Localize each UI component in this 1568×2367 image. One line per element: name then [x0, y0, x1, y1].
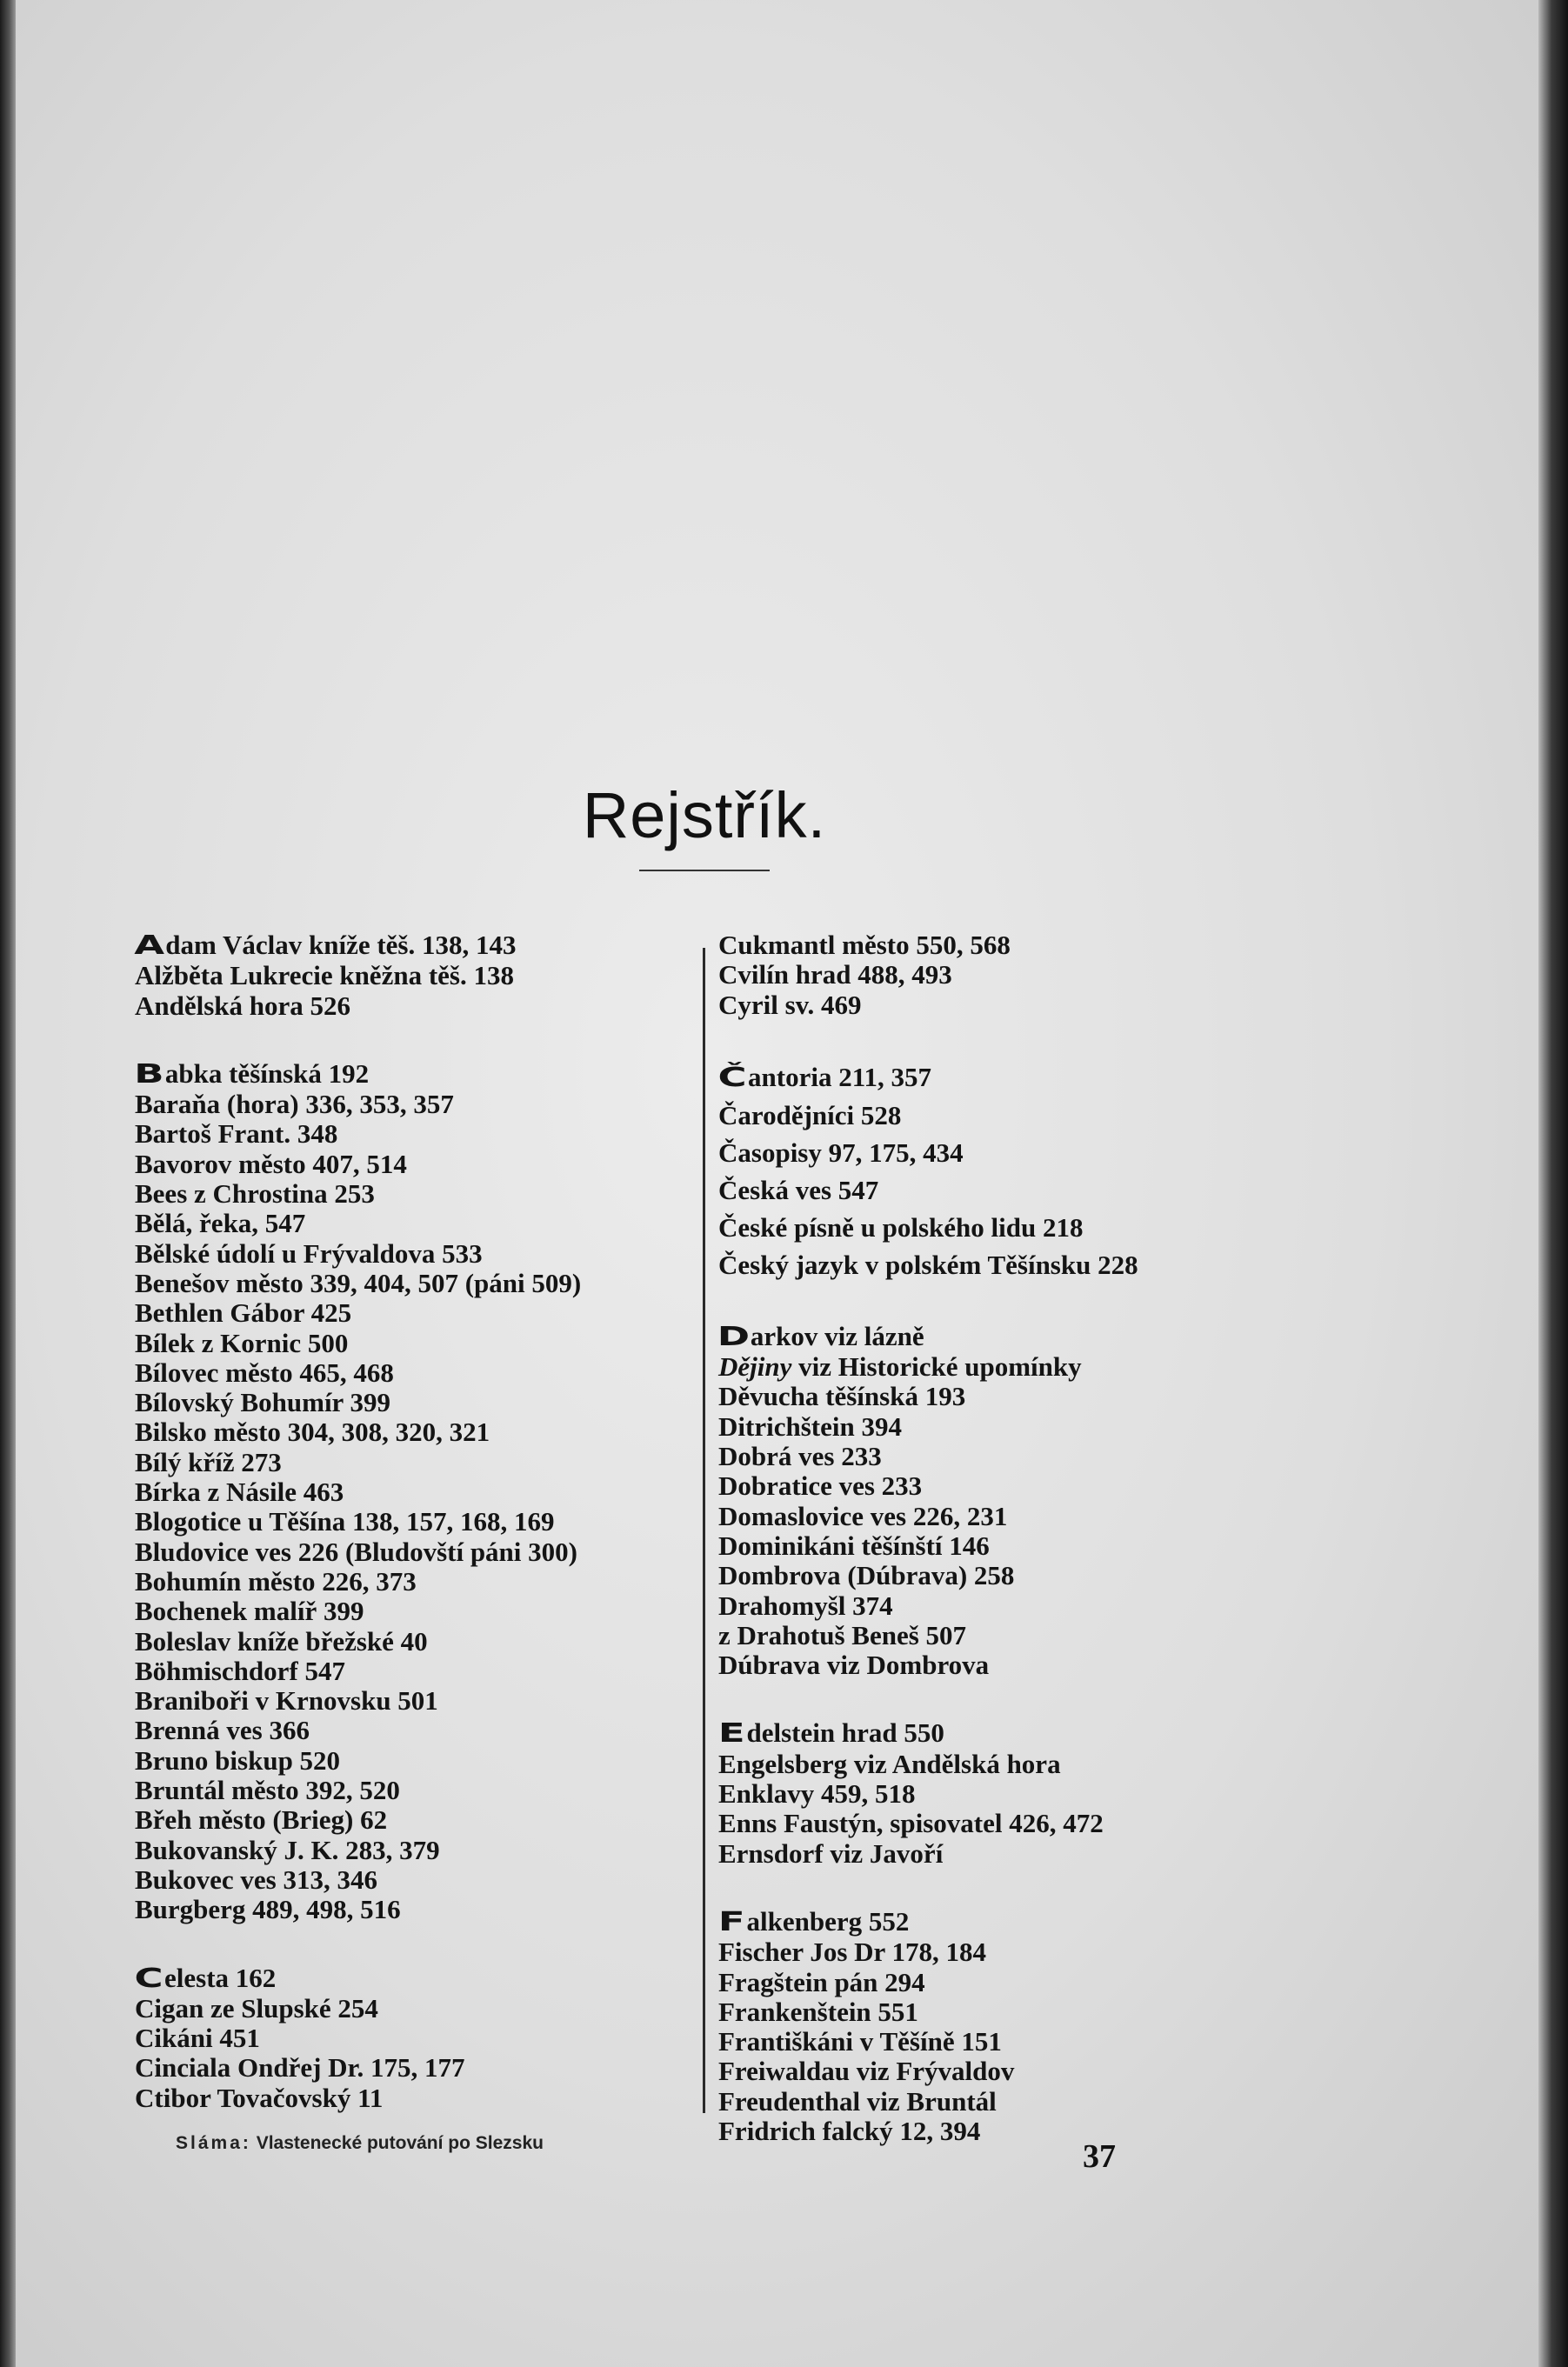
index-group-f — [718, 1907, 1275, 2146]
index-entry: Bethlen Gábor 425 — [135, 1297, 352, 1329]
index-entry: Bírka z Násile 463 — [135, 1477, 344, 1508]
footer-book-title: Vlastenecké putování po Slezsku — [256, 2133, 544, 2153]
index-entry: Freiwaldau viz Frývaldov — [718, 2056, 1015, 2087]
index-entry: Bludovice ves 226 (Bludovští páni 300) — [135, 1536, 577, 1567]
index-entry: Burgberg 489, 498, 516 — [135, 1894, 401, 1925]
index-entry: Česká ves 547 — [718, 1174, 879, 1205]
index-entry: Adam Václav kníže těš. 138, 143 — [134, 930, 517, 961]
index-entry: Frankenštein 551 — [718, 1996, 918, 2027]
index-entry: Engelsberg viz Andělská hora — [718, 1748, 1061, 1779]
group-initial: C — [134, 1963, 163, 1994]
index-entry: Braniboři v Krnovsku 501 — [135, 1685, 438, 1717]
index-entry: Boleslav kníže břežské 40 — [135, 1625, 428, 1657]
index-entry: Františkáni v Těšíně 151 — [718, 2026, 1002, 2057]
index-entry: Babka těšínská 192 — [134, 1057, 370, 1090]
index-entry: Blogotice u Těšína 138, 157, 168, 169 — [135, 1506, 555, 1537]
index-entry: Bělské údolí u Frývaldova 533 — [135, 1237, 483, 1269]
index-entry: Cigan ze Slupské 254 — [135, 1992, 378, 2024]
index-left-column — [135, 930, 691, 2151]
index-entry: Bělá, řeka, 547 — [135, 1208, 306, 1239]
index-entry: Bees z Chrostina 253 — [135, 1178, 375, 1210]
index-entry: Dobrá ves 233 — [718, 1441, 882, 1472]
index-entry: Böhmischdorf 547 — [135, 1655, 345, 1686]
group-initial: A — [134, 930, 165, 961]
index-entry: Dějiny viz Historické upomínky — [718, 1351, 1082, 1383]
index-group-b — [135, 1059, 691, 1925]
index-group-c-continued — [718, 930, 1275, 1020]
index-group-e — [718, 1718, 1275, 1868]
column-divider — [703, 948, 705, 2113]
index-entry: Časopisy 97, 175, 434 — [718, 1137, 964, 1168]
index-entry: Bílovský Bohumír 399 — [135, 1387, 391, 1418]
index-entry: z Drahotuš Beneš 507 — [718, 1619, 967, 1650]
index-group-a — [135, 930, 691, 1021]
index-entry: Český jazyk v polském Těšínsku 228 — [718, 1249, 1138, 1280]
index-entry: Fridrich falcký 12, 394 — [718, 2116, 981, 2147]
index-entry: Břeh město (Brieg) 62 — [135, 1804, 388, 1836]
index-entry: Bruno biskup 520 — [135, 1744, 341, 1776]
index-entry: Bílek z Kornic 500 — [135, 1327, 349, 1358]
index-entry: Enns Faustýn, spisovatel 426, 472 — [718, 1808, 1104, 1839]
index-entry: Dobratice ves 233 — [718, 1470, 923, 1502]
index-entry: Ernsdorf viz Javoří — [718, 1837, 944, 1869]
index-entry: Cvilín hrad 488, 493 — [718, 959, 952, 990]
index-entry: Darkov viz lázně — [717, 1320, 924, 1352]
index-entry: Andělská hora 526 — [135, 990, 351, 1021]
index-entry: Bílý kříž 273 — [135, 1446, 282, 1477]
index-entry: Domaslovice ves 226, 231 — [718, 1500, 1008, 1531]
group-initial: E — [717, 1718, 745, 1750]
index-entry: Čarodějníci 528 — [718, 1099, 902, 1130]
index-entry: Fischer Jos Dr 178, 184 — [718, 1937, 986, 1968]
index-entry: Benešov město 339, 404, 507 (páni 509) — [135, 1267, 582, 1298]
page-number: 37 — [1083, 2138, 1116, 2175]
index-entry: Bruntál město 392, 520 — [135, 1775, 400, 1806]
page-left-edge — [0, 0, 16, 2367]
index-entry: Baraňa (hora) 336, 353, 357 — [135, 1089, 454, 1120]
page-title: Rejstřík. — [582, 779, 827, 851]
index-entry: Dombrova (Dúbrava) 258 — [718, 1560, 1015, 1591]
index-entry: Bavorov město 407, 514 — [135, 1148, 407, 1179]
index-entry: Bochenek malíř 399 — [135, 1596, 364, 1627]
title-rule — [639, 870, 770, 871]
index-entry: České písně u polského lidu 218 — [718, 1211, 1084, 1243]
index-entry: Alžběta Lukrecie kněžna těš. 138 — [135, 960, 514, 991]
index-entry: Edelstein hrad 550 — [717, 1717, 944, 1750]
group-initial: B — [134, 1058, 164, 1090]
group-initial: D — [717, 1321, 751, 1352]
index-entry: Bartoš Frant. 348 — [135, 1118, 338, 1150]
index-entry: Falkenberg 552 — [717, 1905, 910, 1937]
index-entry: Čantoria 211, 357 — [718, 1058, 1275, 1097]
index-entry: Bilsko město 304, 308, 320, 321 — [135, 1417, 490, 1448]
index-entry: Freudenthal viz Bruntál — [718, 2085, 997, 2117]
index-group-c — [135, 1964, 691, 2113]
index-entry: Děvucha těšínská 193 — [718, 1381, 966, 1412]
page-right-edge — [1538, 0, 1568, 2367]
index-entry: Enklavy 459, 518 — [718, 1778, 916, 1810]
index-group-d — [718, 1322, 1275, 1681]
index-entry: Cikáni 451 — [135, 2023, 260, 2054]
group-initial: F — [717, 1906, 745, 1937]
index-entry: Dominikáni těšínští 146 — [718, 1530, 990, 1561]
index-entry: Drahomyšl 374 — [718, 1590, 893, 1621]
group-initial: Č — [717, 1062, 747, 1093]
index-entry: Cukmantl město 550, 568 — [718, 930, 1011, 960]
index-entry: Brenná ves 366 — [135, 1715, 310, 1746]
index-entry: Fragštein pán 294 — [718, 1966, 925, 1997]
index-right-column — [718, 930, 1275, 2184]
index-entry: Bukovec ves 313, 346 — [135, 1864, 377, 1895]
index-entry: Cyril sv. 469 — [718, 989, 862, 1020]
index-entry: Celesta 162 — [134, 1962, 277, 1994]
index-entry: Cinciala Ondřej Dr. 175, 177 — [135, 2052, 465, 2084]
index-entry: Bukovanský J. K. 283, 379 — [135, 1834, 440, 1865]
footer-author: Sláma: — [176, 2133, 251, 2153]
index-entry: Bílovec město 465, 468 — [135, 1357, 394, 1388]
page-footer — [176, 2133, 544, 2154]
index-entry: Ctibor Tovačovský 11 — [135, 2082, 384, 2113]
index-entry: Bohumín město 226, 373 — [135, 1565, 417, 1597]
index-entry: Dúbrava viz Dombrova — [718, 1650, 990, 1681]
index-entry: Ditrichštein 394 — [718, 1410, 902, 1442]
index-group-cz — [718, 1058, 1275, 1284]
